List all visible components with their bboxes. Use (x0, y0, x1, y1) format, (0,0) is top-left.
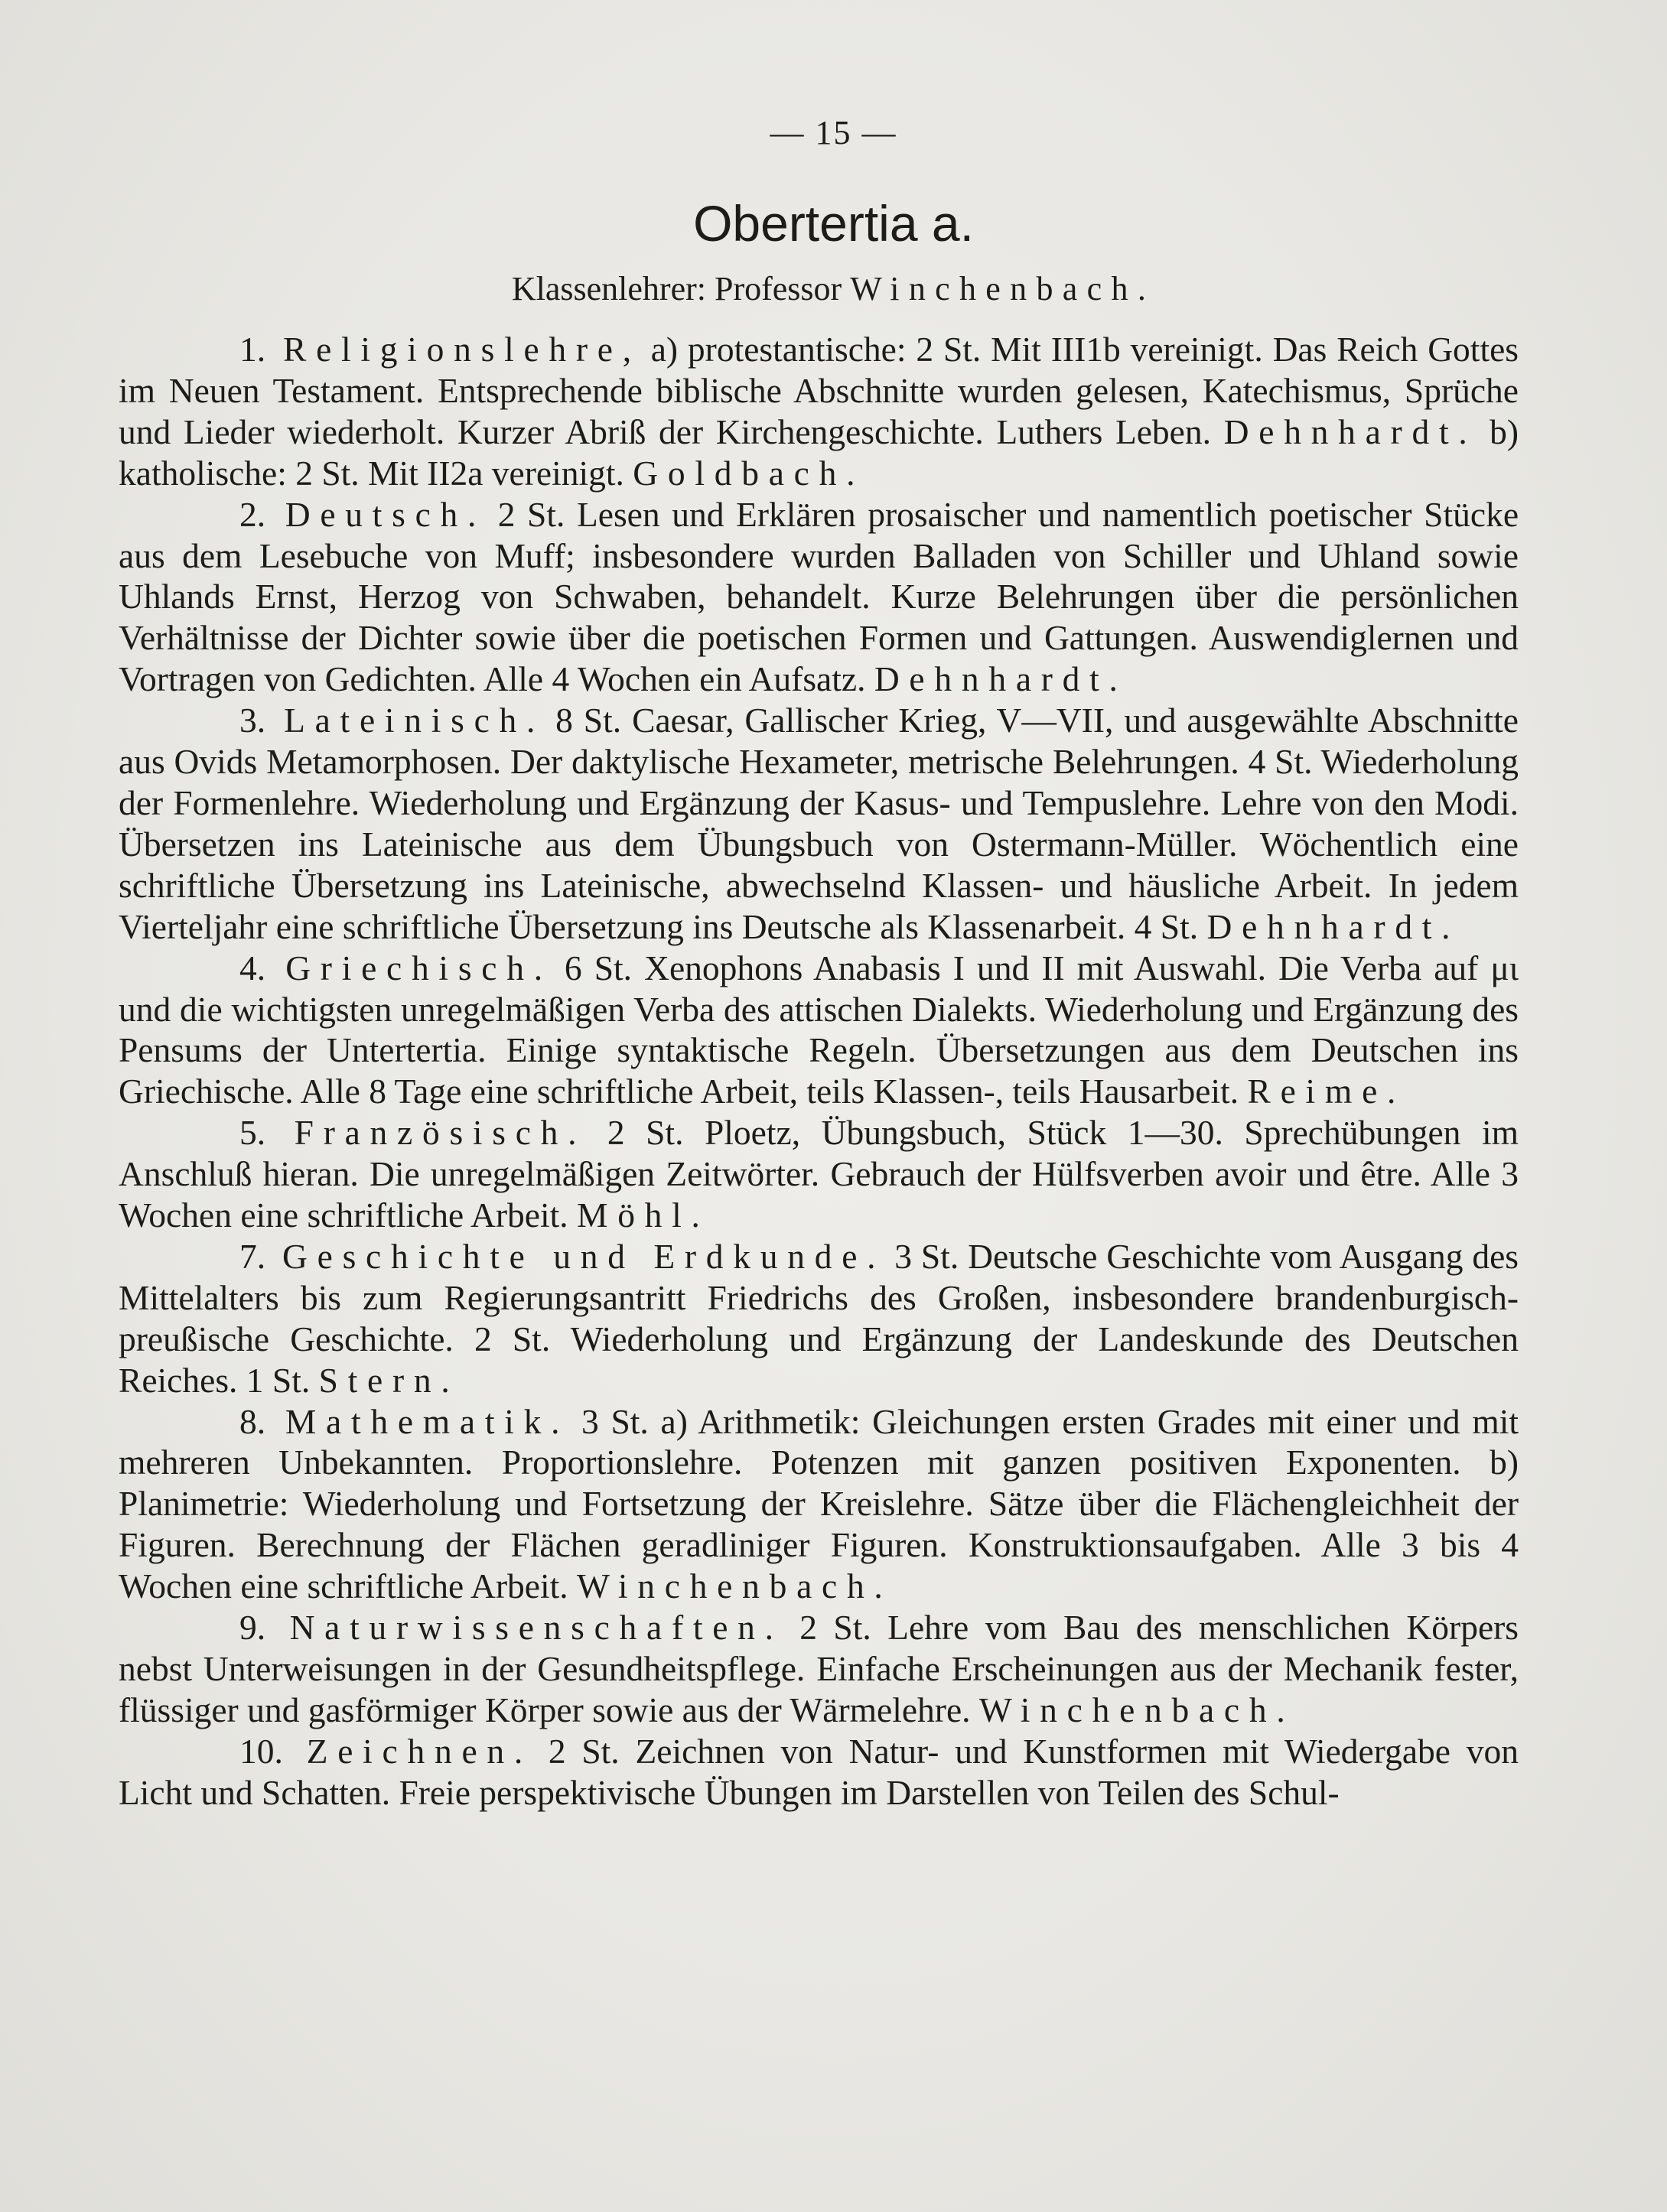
section-subject: Mathematik. (285, 1401, 570, 1441)
section-teacher: Reime. (1247, 1072, 1406, 1111)
section-subject: Religionslehre, (283, 330, 641, 369)
section-deutsch: 2. Deutsch. 2 St. Lesen und Erklären prosaischer und namentlich poetischer Stücke aus dem Lesebuche von Muff; insbesondere wurden Balladen von Schiller und Uhland sowie Uhlands Ernst, Herzog von Schwaben, behandelt. Kurze Belehrungen über die persönlichen Verhältnisse der Dichter sowie über die poetischen Formen und Gattungen. Auswendiglernen und Vortragen von Gedichten. Alle 4 Wochen ein Aufsatz. Dehnhardt. (119, 494, 1519, 699)
section-religion: 1. Religionslehre, a) protestantische: 2 St. Mit III1b vereinigt. Das Reich Gottes im Neuen Testament. Entsprechende biblische Abschnitte wurden gelesen, Katechismus, Sprüche und Lieder wiederholt. Kurzer Abriß der Kirchengeschichte. Luthers Leben. Dehnhardt. b) katholische: 2 St. Mit II2a vereinigt. Goldbach. (119, 330, 1519, 493)
section-text: 2 St. Lesen und Erklären prosaischer und namentlich poetischer Stücke aus dem Lesebuche von Muff; insbesondere wurden Balladen von Schiller und Uhland sowie Uhlands Ernst, Herzog von Schwaben, behandelt. Kurze Belehrungen über die persönlichen Verhältnisse der Dichter sowie über die poetischen Formen und Gattungen. Auswendiglernen und Vortragen von Gedichten. Alle 4 Wochen ein Aufsatz. (119, 494, 1519, 699)
section-text: 2 St. Zeichnen von Natur- und Kunstformen mit Wiedergabe von Licht und Schatten. Freie perspektivische Übungen im Darstellen von Teilen des Schul- (119, 1731, 1519, 1812)
section-text: 2 St. Ploetz, Übungsbuch, Stück 1—30. Sprechübungen im Anschluß hieran. Die unregelmäßigen Zeitwörter. Gebrauch der Hülfsverben avoir und être. Alle 3 Wochen eine schriftliche Arbeit. (119, 1113, 1519, 1235)
section-franzoesisch: 5. Französisch. 2 St. Ploetz, Übungsbuch, Stück 1—30. Sprechübungen im Anschluß hieran. Die unregelmäßigen Zeitwörter. Gebrauch der Hülfsverben avoir und être. Alle 3 Wochen eine schriftliche Arbeit. Möhl. (119, 1113, 1519, 1235)
section-teacher: Winchenbach. (978, 1690, 1295, 1729)
page-title: Obertertia a. (693, 195, 974, 252)
class-teacher-line (0, 269, 1667, 308)
section-subject: Deutsch. (285, 494, 487, 534)
section-text: 2 St. Lehre vom Bau des menschlichen Körpers nebst Unterweisungen in der Gesundheitspflege. Einfache Erscheinungen aus der Mechanik fester, flüssiger und gasförmiger Körper sowie aus der Wärmelehre. (119, 1608, 1519, 1729)
section-teacher: Winchenbach. (577, 1566, 893, 1606)
class-teacher-name: Winchenbach. (850, 270, 1156, 307)
page-number: — 15 — (770, 114, 897, 151)
section-subject: Französisch. (294, 1113, 587, 1153)
section-text: 3 St. a) Arithmetik: Gleichungen ersten Grades mit einer und mit mehreren Unbekannten. Proportionslehre. Potenzen mit ganzen positiven Exponenten. b) Planimetrie: Wiederholung und Fortsetzung der Kreislehre. Sätze über die Flächengleichheit der Figuren. Berechnung der Flächen geradliniger Figuren. Konstruktionsaufgaben. Alle 3 bis 4 Wochen eine schriftliche Arbeit. (119, 1401, 1519, 1606)
section-text: 6 St. Xenophons Anabasis I und II mit Auswahl. Die Verba auf μι und die wichtigsten unregelmäßigen Verba des attischen Dialekts. Wiederholung und Ergänzung des Pensums der Untertertia. Einige syntaktische Regeln. Übersetzungen aus dem Deutschen ins Griechische. Alle 8 Tage eine schriftliche Arbeit, teils Klassen-, teils Hausarbeit. (119, 948, 1519, 1111)
class-teacher-label: Klassenlehrer: Professor (511, 270, 842, 307)
section-text: b) katholische: 2 St. Mit II2a vereinigt. (119, 411, 1519, 493)
section-subject: Geschichte und Erdkunde. (282, 1236, 886, 1276)
section-teacher: Dehnhardt. (1206, 906, 1460, 946)
section-subject: Lateinisch. (284, 701, 545, 740)
section-griechisch: 4. Griechisch. 6 St. Xenophons Anabasis I und II mit Auswahl. Die Verba auf μι und die wichtigsten unregelmäßigen Verba des attischen Dialekts. Wiederholung und Ergänzung des Pensums der Untertertia. Einige syntaktische Regeln. Übersetzungen aus dem Deutschen ins Griechische. Alle 8 Tage eine schriftliche Arbeit, teils Klassen-, teils Hausarbeit. Reime. (119, 948, 1519, 1111)
section-teacher: Goldbach. (633, 453, 865, 493)
section-lateinisch: 3. Lateinisch. 8 St. Caesar, Gallischer Krieg, V—VII, und ausgewählte Abschnitte aus Ovids Metamorphosen. Der daktylische Hexameter, metrische Belehrungen. 4 St. Wiederholung der Formenlehre. Wiederholung und Ergänzung der Kasus- und Tempuslehre. Lehre von den Modi. Übersetzen ins Lateinische aus dem Übungsbuch von Ostermann-Müller. Wöchentlich eine schriftliche Übersetzung ins Lateinische, abwechselnd Klassen- und häusliche Arbeit. In jedem Vierteljahr eine schriftliche Übersetzung ins Deutsche als Klassenarbeit. 4 St. Dehnhardt. (119, 701, 1519, 946)
section-geschichte: 7. Geschichte und Erdkunde. 3 St. Deutsche Geschichte vom Ausgang des Mittelalters bis zum Regierungsantritt Friedrichs des Großen, insbesondere brandenburgisch-preußische Geschichte. 2 St. Wiederholung und Ergänzung der Landeskunde des Deutschen Reiches. 1 St. Stern. (119, 1236, 1519, 1400)
section-text: 3 St. Deutsche Geschichte vom Ausgang des Mittelalters bis zum Regierungsantritt Friedrichs des Großen, insbesondere brandenburgisch-preußische Geschichte. 2 St. Wiederholung und Ergänzung der Landeskunde des Deutschen Reiches. 1 St. (119, 1236, 1519, 1400)
section-text: a) protestantische: 2 St. Mit III1b vereinigt. Das Reich Gottes im Neuen Testament. Entsprechende biblische Abschnitte wurden gelesen, Katechismus, Sprüche und Lieder wiederholt. Kurzer Abriß der Kirchengeschichte. Luthers Leben. (119, 330, 1519, 451)
curriculum-text (119, 329, 1519, 1814)
section-text: 8 St. Caesar, Gallischer Krieg, V—VII, und ausgewählte Abschnitte aus Ovids Metamorphosen. Der daktylische Hexameter, metrische Belehrungen. 4 St. Wiederholung der Formenlehre. Wiederholung und Ergänzung der Kasus- und Tempuslehre. Lehre von den Modi. Übersetzen ins Lateinische aus dem Übungsbuch von Ostermann-Müller. Wöchentlich eine schriftliche Übersetzung ins Lateinische, abwechselnd Klassen- und häusliche Arbeit. In jedem Vierteljahr eine schriftliche Übersetzung ins Deutsche als Klassenarbeit. 4 St. (119, 701, 1519, 946)
section-teacher: Möhl. (577, 1195, 710, 1235)
section-subject: Zeichnen. (306, 1731, 532, 1771)
section-subject: Griechisch. (285, 948, 552, 987)
section-teacher: Dehnhardt. (1223, 411, 1477, 451)
section-teacher: Dehnhardt. (874, 659, 1128, 699)
section-naturwissenschaften: 9. Naturwissenschaften. 2 St. Lehre vom Bau des menschlichen Körpers nebst Unterweisungen in der Gesundheitspflege. Einfache Erscheinungen aus der Mechanik fester, flüssiger und gasförmiger Körper sowie aus der Wärmelehre. Winchenbach. (119, 1608, 1519, 1729)
section-teacher: Stern. (318, 1360, 460, 1400)
section-subject: Naturwissenschaften. (289, 1608, 783, 1648)
section-mathematik: 8. Mathematik. 3 St. a) Arithmetik: Gleichungen ersten Grades mit einer und mit mehreren Unbekannten. Proportionslehre. Potenzen mit ganzen positiven Exponenten. b) Planimetrie: Wiederholung und Fortsetzung der Kreislehre. Sätze über die Flächengleichheit der Figuren. Berechnung der Flächen geradliniger Figuren. Konstruktionsaufgaben. Alle 3 bis 4 Wochen eine schriftliche Arbeit. Winchenbach. (119, 1401, 1519, 1606)
section-zeichnen: 10. Zeichnen. 2 St. Zeichnen von Natur- und Kunstformen mit Wiedergabe von Licht und Schatten. Freie perspektivische Übungen im Darstellen von Teilen des Schul- (119, 1731, 1519, 1812)
